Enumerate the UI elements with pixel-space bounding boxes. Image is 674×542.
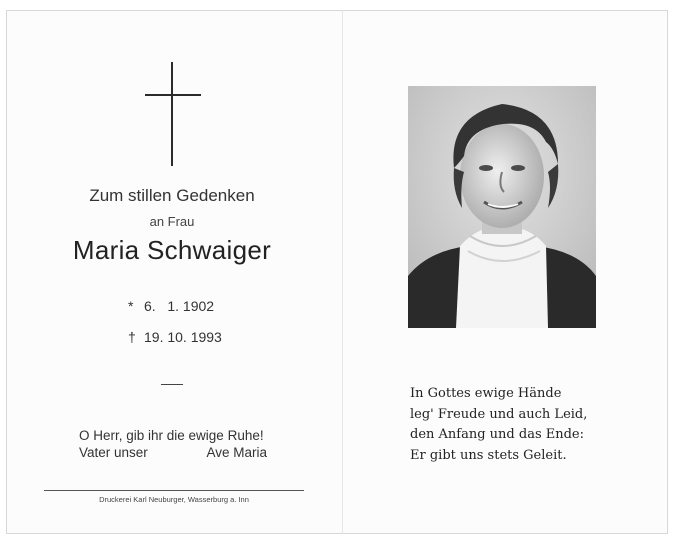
printer-divider xyxy=(44,490,304,491)
cross-icon-horizontal xyxy=(145,94,201,96)
prayer-ave-maria: Ave Maria xyxy=(206,445,267,460)
printer-credit: Druckerei Karl Neuburger, Wasserburg a. Inn xyxy=(99,495,249,504)
deceased-name: Maria Schwaiger xyxy=(72,235,272,265)
poem-line: In Gottes ewige Hände xyxy=(410,386,562,401)
death-date: 19. 10. 1993 xyxy=(144,329,222,345)
birth-date-row xyxy=(128,298,214,314)
salutation: an Frau xyxy=(149,214,195,229)
death-dagger-icon: † xyxy=(128,329,136,345)
death-date-row xyxy=(128,329,222,345)
poem-line: Er gibt uns stets Geleit. xyxy=(410,447,567,463)
prayer-row xyxy=(79,445,267,460)
portrait-photo-icon xyxy=(408,86,596,328)
prayer-vater-unser: Vater unser xyxy=(79,445,148,460)
cross-icon-vertical xyxy=(171,62,173,166)
separator-dash xyxy=(161,384,183,385)
card-fold-line xyxy=(342,10,343,534)
memorial-heading: Zum stillen Gedenken xyxy=(89,186,255,205)
birth-star-icon: * xyxy=(128,298,134,314)
poem xyxy=(410,384,587,466)
poem-line: leg' Freude und auch Leid, xyxy=(410,406,588,422)
prayer-line: O Herr, gib ihr die ewige Ruhe! xyxy=(79,428,264,443)
birth-date: 6. 1. 1902 xyxy=(144,298,215,314)
poem-line: den Anfang und das Ende: xyxy=(410,427,585,442)
